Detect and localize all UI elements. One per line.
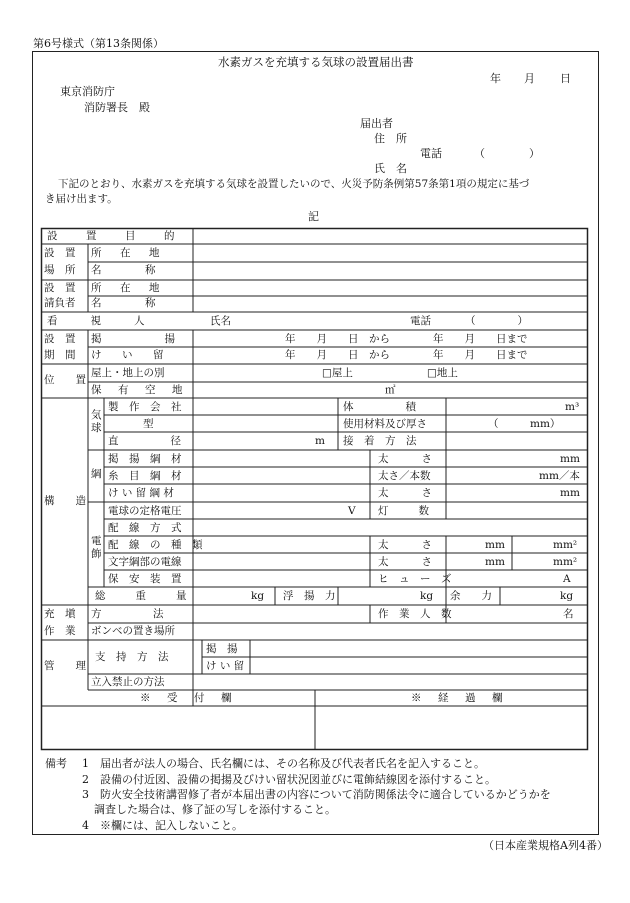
volt-unit: V bbox=[348, 505, 356, 517]
period-tether-label: け い 留 bbox=[91, 349, 169, 361]
letter-wire-mm2: mm² bbox=[553, 556, 578, 568]
footer-spec: （日本産業規格A列4番） bbox=[483, 839, 608, 852]
purpose-label: 設 置 目 的 bbox=[47, 230, 184, 242]
electric-label-1: 電 bbox=[91, 535, 102, 547]
lift-unit: kg bbox=[420, 590, 434, 602]
date-month: 月 bbox=[524, 72, 535, 85]
tether-rope-unit: mm bbox=[560, 487, 580, 499]
letter-wire-thickness: 太 さ bbox=[378, 556, 436, 568]
ito-rope-label: 糸 目 綱 材 bbox=[108, 470, 182, 482]
period-hoist-label: 掲 揚 bbox=[91, 333, 189, 345]
no-entry-label: 立入禁止の方法 bbox=[91, 676, 165, 688]
lamps-label: 灯 数 bbox=[378, 505, 432, 517]
roof-option-rooftop: □屋上 bbox=[322, 367, 353, 379]
note-2: 2 設備の付近図、設備の掲揚及びけい留状況図並びに電飾結線図を添付すること。 bbox=[82, 773, 496, 786]
safety-label: 保 安 装 置 bbox=[108, 573, 182, 585]
support-hoist: 掲 揚 bbox=[206, 643, 238, 655]
contractor-name-label: 名 称 bbox=[91, 297, 159, 309]
letter-wire-label: 文字綱部の電線 bbox=[108, 556, 182, 568]
hoist-rope-label: 掲 揚 綱 材 bbox=[108, 453, 182, 465]
roof-label: 屋上・地上の別 bbox=[91, 367, 165, 379]
fuse-label: ヒ ュ ー ズ bbox=[378, 573, 452, 585]
period-tether-to: 年 月 日まで bbox=[433, 349, 528, 361]
space-label: 保 有 空 地 bbox=[91, 384, 186, 396]
date-year: 年 bbox=[490, 72, 501, 85]
balloon-label-1: 気 bbox=[91, 409, 102, 421]
manager-phone-paren: （ ） bbox=[465, 315, 528, 327]
form-title: 水素ガスを充填する気球の設置届出書 bbox=[218, 55, 414, 69]
place-group-2: 場 所 bbox=[44, 264, 76, 276]
contractor-group-2: 請負者 bbox=[44, 297, 76, 309]
wiring-type-label: 配 線 の 種 類 bbox=[108, 539, 203, 551]
position-label: 位 置 bbox=[44, 374, 86, 386]
structure-label: 構 造 bbox=[44, 495, 86, 507]
total-weight-unit: kg bbox=[251, 590, 265, 602]
margin-label: 余 力 bbox=[450, 590, 492, 602]
fill-method-label: 方 法 bbox=[91, 608, 169, 620]
manager-phone-label: 電話 bbox=[410, 315, 431, 327]
body-text-line1: 下記のとおり、水素ガスを充填する気球を設置したいので、火災予防条例第57条第1項の規定に基づ bbox=[58, 178, 530, 190]
fill-group-2: 作 業 bbox=[44, 625, 76, 637]
roof-option-ground: □地上 bbox=[427, 367, 458, 379]
period-group-2: 期 間 bbox=[44, 349, 76, 361]
material-unit: （ mm） bbox=[488, 418, 561, 430]
manager-label: 看 視 人 bbox=[47, 315, 149, 327]
ki-heading: 記 bbox=[308, 210, 319, 223]
ito-rope-unit: mm／本 bbox=[539, 470, 580, 482]
applicant-phone: 電話 bbox=[420, 147, 442, 160]
tether-rope-thickness: 太 さ bbox=[378, 487, 436, 499]
notes-label: 備考 bbox=[45, 757, 67, 770]
recipient-dept: 東京消防庁 bbox=[60, 85, 115, 98]
applicant-label: 届出者 bbox=[360, 117, 393, 130]
period-group-1: 設 置 bbox=[44, 333, 76, 345]
diameter-label: 直 径 bbox=[108, 435, 183, 447]
type-label: 型 bbox=[143, 418, 154, 430]
space-unit: ㎡ bbox=[385, 384, 396, 396]
period-tether-from: 年 月 日 から bbox=[285, 349, 390, 361]
applicant-name: 氏 名 bbox=[374, 162, 407, 175]
lift-label: 浮 揚 力 bbox=[283, 590, 336, 602]
workers-unit: 名 bbox=[563, 608, 574, 620]
electric-label-2: 飾 bbox=[91, 548, 102, 560]
fuse-unit: A bbox=[563, 573, 571, 585]
hoist-rope-thickness: 太 さ bbox=[378, 453, 436, 465]
tether-rope-label: け い 留 綱 材 bbox=[108, 487, 174, 499]
period-hoist-from: 年 月 日 から bbox=[285, 333, 390, 345]
place-address-label: 所 在 地 bbox=[91, 247, 164, 259]
date-day: 日 bbox=[560, 72, 571, 85]
note-3-cont: 調査した場合は、修了証の写しを添付すること。 bbox=[94, 803, 336, 816]
wiring-mm: mm bbox=[485, 539, 505, 551]
wiring-mm2: mm² bbox=[553, 539, 578, 551]
recipient-chief: 消防署長 殿 bbox=[84, 101, 150, 114]
cylinder-label: ボンベの置き場所 bbox=[91, 625, 175, 637]
maker-label: 製 作 会 社 bbox=[108, 401, 182, 413]
progress-heading: ※ 経 過 欄 bbox=[411, 692, 506, 704]
note-4: 4 ※欄には、記入しないこと。 bbox=[82, 819, 243, 832]
manager-name-label: 氏名 bbox=[210, 315, 231, 327]
applicant-phone-paren: （ ） bbox=[474, 147, 540, 160]
wiring-method-label: 配 線 方 式 bbox=[108, 522, 182, 534]
place-group-1: 設 置 bbox=[44, 247, 76, 259]
contractor-group-1: 設 置 bbox=[44, 282, 76, 294]
fill-group-1: 充 塡 bbox=[44, 608, 76, 620]
reception-heading: ※ 受 付 欄 bbox=[140, 692, 235, 704]
material-label: 使用材料及び厚さ bbox=[343, 418, 427, 430]
total-weight-label: 総 重 量 bbox=[95, 590, 190, 602]
support-label: 支 持 方 法 bbox=[95, 651, 169, 663]
rope-label: 綱 bbox=[91, 468, 102, 480]
note-1: 1 届出者が法人の場合、氏名欄には、その名称及び代表者氏名を記入すること。 bbox=[82, 757, 485, 770]
note-3: 3 防火安全技術講習修了者が本届出書の内容について消防関係法令に適合しているかどうかを bbox=[82, 788, 551, 801]
volume-label: 体 積 bbox=[343, 401, 418, 413]
balloon-label-2: 球 bbox=[91, 422, 102, 434]
bonding-label: 接 着 方 法 bbox=[343, 435, 417, 447]
support-tether: け い 留 bbox=[206, 660, 245, 672]
body-text-line2: き届け出ます。 bbox=[45, 193, 118, 205]
place-name-label: 名 称 bbox=[91, 264, 159, 276]
margin-unit: kg bbox=[560, 590, 574, 602]
diameter-unit: m bbox=[315, 435, 325, 447]
management-label: 管 理 bbox=[44, 660, 86, 672]
volume-unit: m³ bbox=[565, 401, 580, 413]
form-number: 第6号様式（第13条関係） bbox=[33, 37, 164, 50]
contractor-address-label: 所 在 地 bbox=[91, 282, 164, 294]
wiring-thickness: 太 さ bbox=[378, 539, 436, 551]
hoist-rope-unit: mm bbox=[560, 453, 580, 465]
bulb-voltage-label: 電球の定格電圧 bbox=[108, 505, 182, 517]
applicant-address: 住 所 bbox=[374, 132, 407, 145]
period-hoist-to: 年 月 日まで bbox=[433, 333, 528, 345]
workers-label: 作 業 人 数 bbox=[378, 608, 452, 620]
letter-wire-mm: mm bbox=[485, 556, 505, 568]
ito-rope-thickness: 太さ／本数 bbox=[378, 470, 431, 482]
